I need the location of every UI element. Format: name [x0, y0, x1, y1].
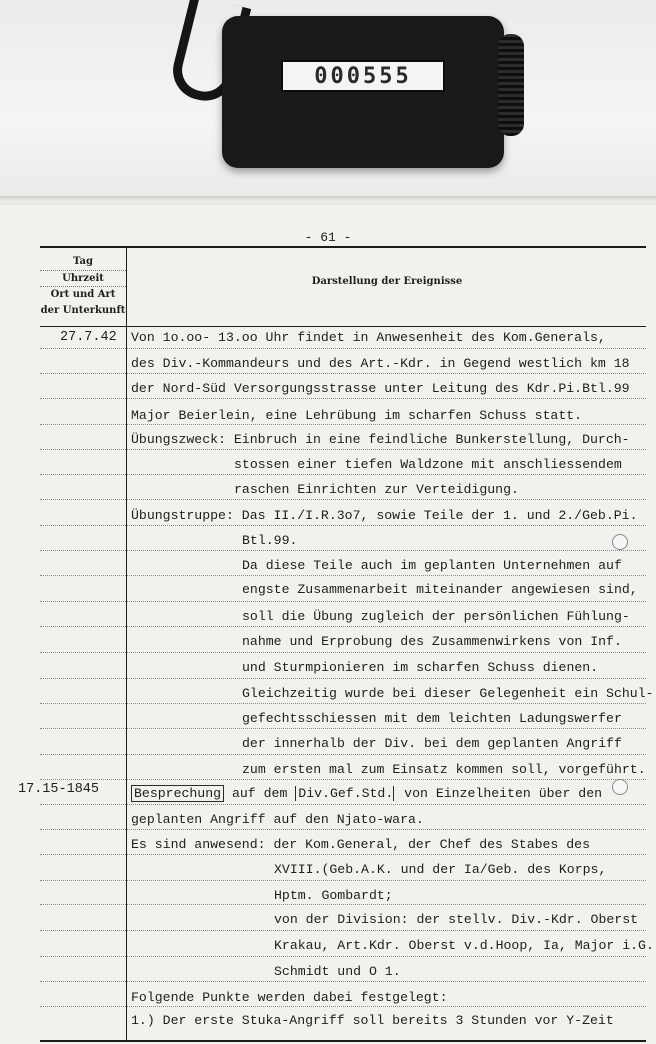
- text-line: stossen einer tiefen Waldzone mit anschliessendem: [234, 457, 622, 472]
- counter-photo: [0, 0, 656, 205]
- text-line: Schmidt und O 1.: [274, 964, 401, 979]
- dotted-rule: [40, 754, 126, 755]
- dotted-rule: [127, 499, 646, 500]
- table-top-rule: [40, 246, 646, 248]
- boxed-div-gef-std: Div.Gef.Std.: [295, 786, 393, 801]
- dotted-rule: [127, 449, 646, 450]
- dotted-rule: [127, 880, 646, 881]
- text-line: Folgende Punkte werden dabei festgelegt:: [131, 990, 448, 1005]
- text-line: Krakau, Art.Kdr. Oberst v.d.Hoop, Ia, Major i.G.: [274, 938, 654, 953]
- header-right-column: Darstellung der Ereignisse: [311, 276, 463, 287]
- text-line: der Nord-Süd Versorgungsstrasse unter Leitung des Kdr.Pi.Btl.99: [131, 381, 630, 396]
- dotted-rule: [40, 575, 126, 576]
- text-line: Hptm. Gombardt;: [274, 888, 393, 903]
- boxed-besprechung: Besprechung: [131, 785, 224, 802]
- dotted-rule: [40, 499, 126, 500]
- text-line: Major Beierlein, eine Lehrübung im scharfen Schuss statt.: [131, 408, 583, 423]
- dotted-rule: [40, 550, 126, 551]
- dotted-rule: [127, 652, 646, 653]
- dotted-rule: [127, 956, 646, 957]
- text-line: geplanten Angriff auf den Njato-wara.: [131, 812, 424, 827]
- dotted-rule: [40, 779, 126, 780]
- text-line: Da diese Teile auch im geplanten Unternehmen auf: [242, 558, 622, 573]
- text-line: Gleichzeitig wurde bei dieser Gelegenheit ein Schul-: [242, 686, 654, 701]
- dotted-rule: [40, 525, 126, 526]
- page-number: - 61 -: [304, 230, 352, 245]
- dotted-rule: [40, 626, 126, 627]
- text-line: 1.) Der erste Stuka-Angriff soll bereits 3 Stunden vor Y-Zeit: [131, 1013, 614, 1028]
- text-line: XVIII.(Geb.A.K. und der Ia/Geb. des Korps,: [274, 862, 607, 877]
- text-line: von der Division: der stellv. Div.-Kdr. Oberst: [274, 912, 639, 927]
- text-line: soll die Übung zugleich der persönlichen Fühlung-: [242, 609, 630, 624]
- dotted-rule: [40, 424, 126, 425]
- dotted-rule: [127, 728, 646, 729]
- text-line: der innerhalb der Div. bei dem geplanten Angriff: [242, 736, 622, 751]
- dotted-rule: [127, 930, 646, 931]
- dotted-rule: [127, 829, 646, 830]
- entry-date: 17.15-1845: [18, 782, 100, 797]
- dotted-rule: [127, 754, 646, 755]
- text-line: gefechtsschiessen mit dem leichten Ladungswerfer: [242, 711, 622, 726]
- counter-device: [222, 16, 504, 168]
- dotted-rule: [40, 930, 126, 931]
- dotted-rule: [127, 1006, 646, 1007]
- dotted-rule: [127, 804, 646, 805]
- paper-edge: [0, 196, 656, 202]
- dotted-rule: [127, 601, 646, 602]
- dotted-rule: [127, 678, 646, 679]
- header-left-column: [40, 254, 126, 318]
- dotted-rule: [127, 373, 646, 374]
- counter-display: 000555: [281, 60, 445, 92]
- dotted-rule: [40, 981, 126, 982]
- dotted-rule: [40, 652, 126, 653]
- dotted-rule: [40, 854, 126, 855]
- dotted-rule: [127, 981, 646, 982]
- dotted-rule: [127, 525, 646, 526]
- dotted-rule: [40, 373, 126, 374]
- dotted-rule: [127, 474, 646, 475]
- dotted-rule: [127, 550, 646, 551]
- header-ort: Ort und Art der Unterkunft: [40, 289, 126, 316]
- dotted-rule: [127, 348, 646, 349]
- text-line: Es sind anwesend: der Kom.General, der Chef des Stabes des: [131, 837, 590, 852]
- dotted-rule: [127, 398, 646, 399]
- text-line: Übungstruppe: Das II./I.R.3o7, sowie Teile der 1. und 2./Geb.Pi.: [131, 508, 638, 523]
- dotted-rule: [40, 703, 126, 704]
- dotted-rule: [40, 829, 126, 830]
- punch-hole-mark: [612, 779, 628, 795]
- dotted-rule: [127, 904, 646, 905]
- entry-date: 27.7.42: [60, 330, 117, 345]
- text-line: Von 1o.oo- 13.oo Uhr findet in Anwesenheit des Kom.Generals,: [131, 330, 606, 345]
- dotted-rule: [40, 348, 126, 349]
- dotted-rule: [40, 398, 126, 399]
- dotted-rule: [40, 449, 126, 450]
- table-bottom-rule: [40, 1040, 646, 1042]
- text-line: raschen Einrichten zur Verteidigung.: [234, 482, 519, 497]
- punch-hole-mark: [612, 534, 628, 550]
- dotted-rule: [127, 575, 646, 576]
- dotted-rule: [40, 601, 126, 602]
- text-line: engste Zusammenarbeit miteinander angewiesen sind,: [242, 582, 638, 597]
- text-segment: auf dem: [224, 786, 296, 801]
- text-line: zum ersten mal zum Einsatz kommen soll, vorgeführt.: [242, 762, 646, 777]
- dotted-rule: [40, 880, 126, 881]
- dotted-rule: [127, 424, 646, 425]
- header-uhrzeit: Uhrzeit: [40, 271, 126, 288]
- text-segment: von Einzelheiten über den: [393, 786, 602, 801]
- dotted-rule: [127, 779, 646, 780]
- text-line-besprechung: [131, 786, 602, 802]
- dotted-rule: [127, 703, 646, 704]
- dotted-rule: [40, 474, 126, 475]
- dotted-rule: [40, 904, 126, 905]
- text-line: Übungszweck: Einbruch in eine feindliche Bunkerstellung, Durch-: [131, 432, 630, 447]
- dotted-rule: [40, 728, 126, 729]
- table-header-rule: [40, 326, 646, 327]
- counter-knob: [498, 34, 524, 136]
- text-line: nahme und Erprobung des Zusammenwirkens von Inf.: [242, 634, 622, 649]
- dotted-rule: [40, 678, 126, 679]
- dotted-rule: [127, 854, 646, 855]
- dotted-rule: [40, 804, 126, 805]
- text-line: des Div.-Kommandeurs und des Art.-Kdr. in Gegend westlich km 18: [131, 356, 630, 371]
- dotted-rule: [40, 956, 126, 957]
- text-line: Btl.99.: [242, 533, 298, 548]
- header-tag: Tag: [40, 254, 126, 271]
- dotted-rule: [127, 626, 646, 627]
- column-divider: [126, 247, 127, 1040]
- dotted-rule: [40, 1006, 126, 1007]
- text-line: und Sturmpionieren im scharfen Schuss dienen.: [242, 660, 599, 675]
